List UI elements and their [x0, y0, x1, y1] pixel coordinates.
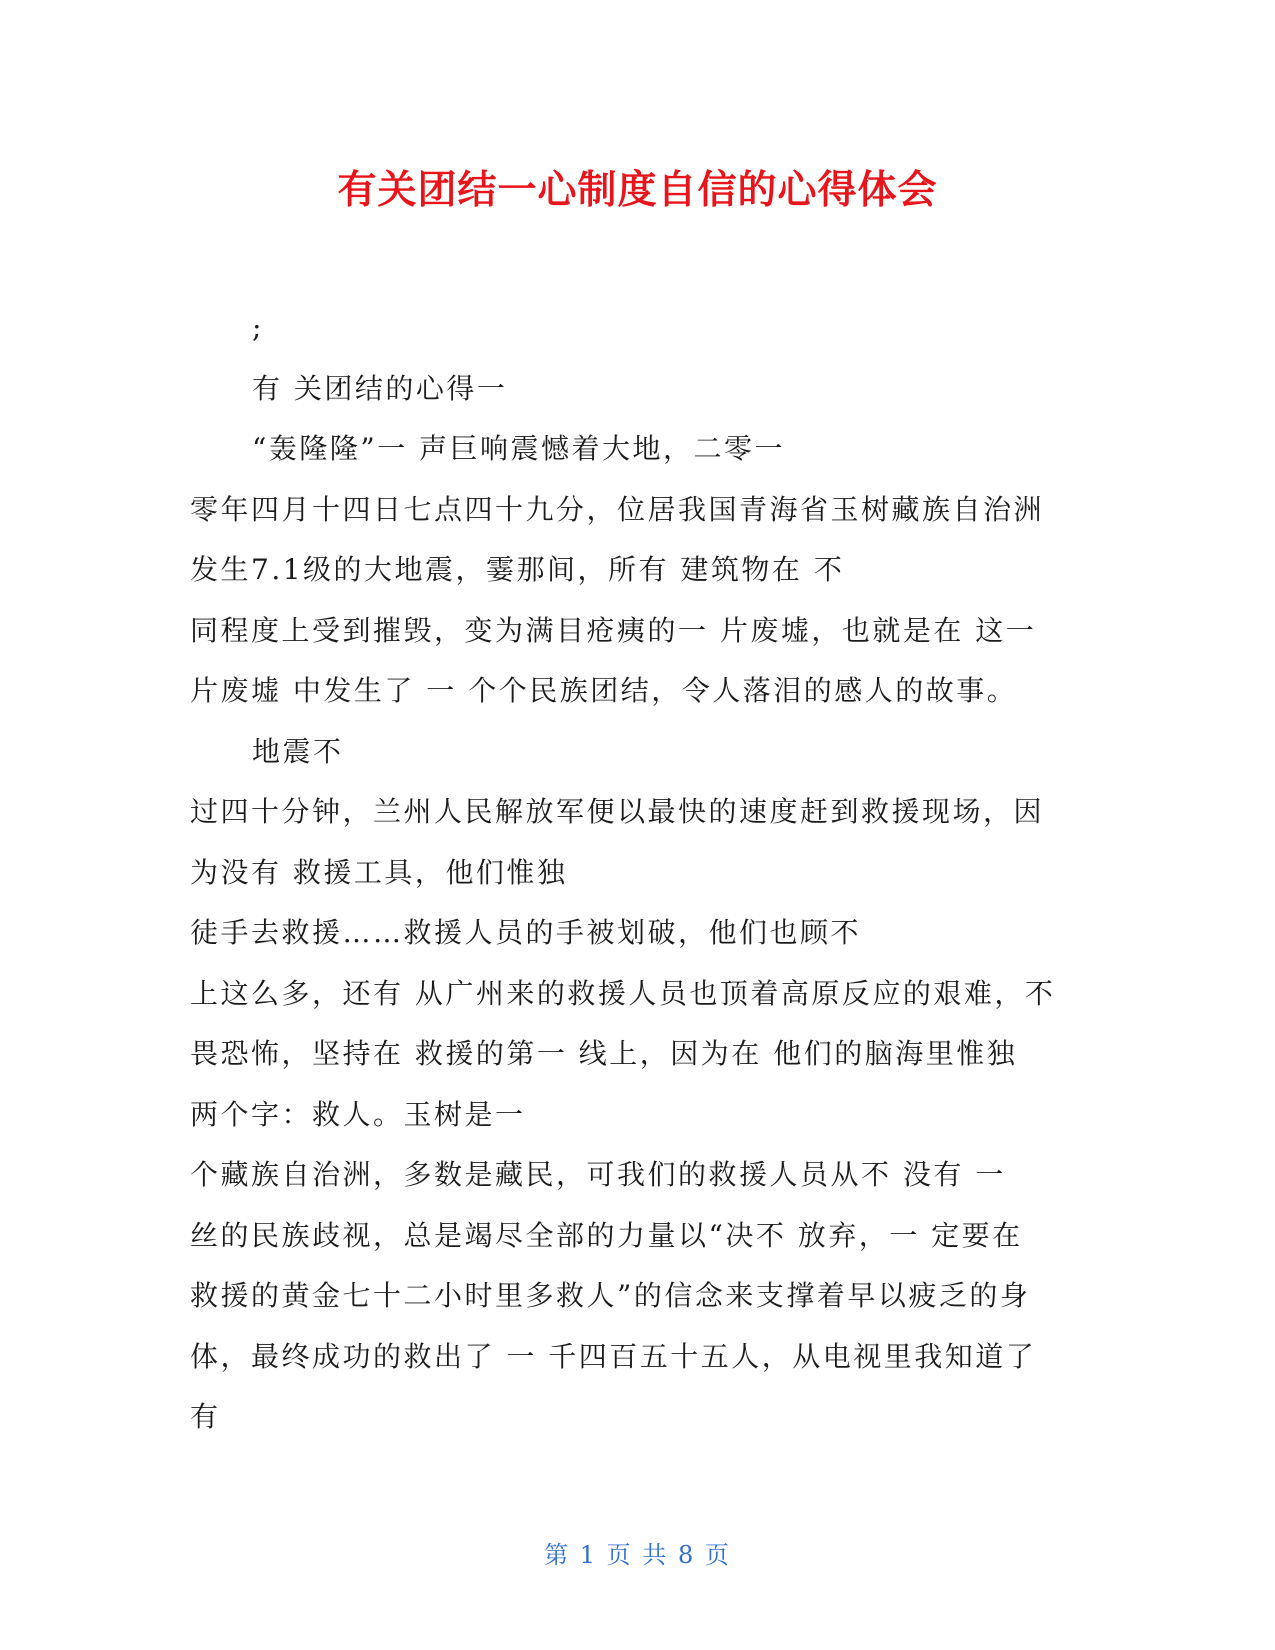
body-line: 体，最终成功的救出了 一 千四百五十五人，从电视里我知道了 [190, 1339, 1037, 1373]
body-line: 同程度上受到摧毁，变为满目疮痍的一 片废墟，也就是在 这一 [190, 613, 1037, 647]
body-line: 上这么多，还有 从广州来的救援人员也顶着高原反应的艰难，不 [190, 976, 1056, 1010]
body-line: “轰隆隆”一 声巨响震憾着大地，二零一 [252, 432, 786, 465]
body-line: 地震不 [252, 734, 344, 768]
body-line: 两个字：救人。玉树是一 [190, 1097, 526, 1131]
body-line: 救援的黄金七十二小时里多救人”的信念来支撑着早以疲乏的身 [190, 1279, 1031, 1312]
body-line: ; [252, 311, 264, 344]
body-line: 徒手去救援……救援人员的手被划破，他们也顾不 [190, 916, 862, 949]
document-body [190, 298, 1090, 1448]
body-line: 个藏族自治洲，多数是藏民，可我们的救援人员从不 没有 一 [190, 1158, 1006, 1191]
page-footer: 第 1 页 共 8 页 [544, 1541, 731, 1569]
body-line: 片废墟 中发生了 一 个个民族团结，令人落泪的感人的故事。 [190, 674, 1018, 707]
page-title: 有关团结一心制度自信的心得体会 [337, 168, 938, 213]
body-line: 畏恐怖，坚持在 救援的第一 线上，因为在 他们的脑海里惟独 [190, 1037, 1018, 1070]
body-line: 过四十分钟，兰州人民解放军便以最快的速度赶到救援现场，因 [190, 795, 1045, 828]
body-line: 有 关团结的心得一 [252, 371, 508, 405]
body-line: 零年四月十四日七点四十九分，位居我国青海省玉树藏族自治洲 [190, 492, 1045, 526]
body-line: 有 [190, 1400, 221, 1433]
body-line: 丝的民族歧视，总是竭尽全部的力量以“决不 放弃，一 定要在 [190, 1218, 1023, 1252]
body-line: 为没有 救援工具，他们惟独 [190, 855, 568, 889]
body-line: 发生7.1级的大地震，霎那间，所有 建筑物在 不 [190, 553, 845, 586]
